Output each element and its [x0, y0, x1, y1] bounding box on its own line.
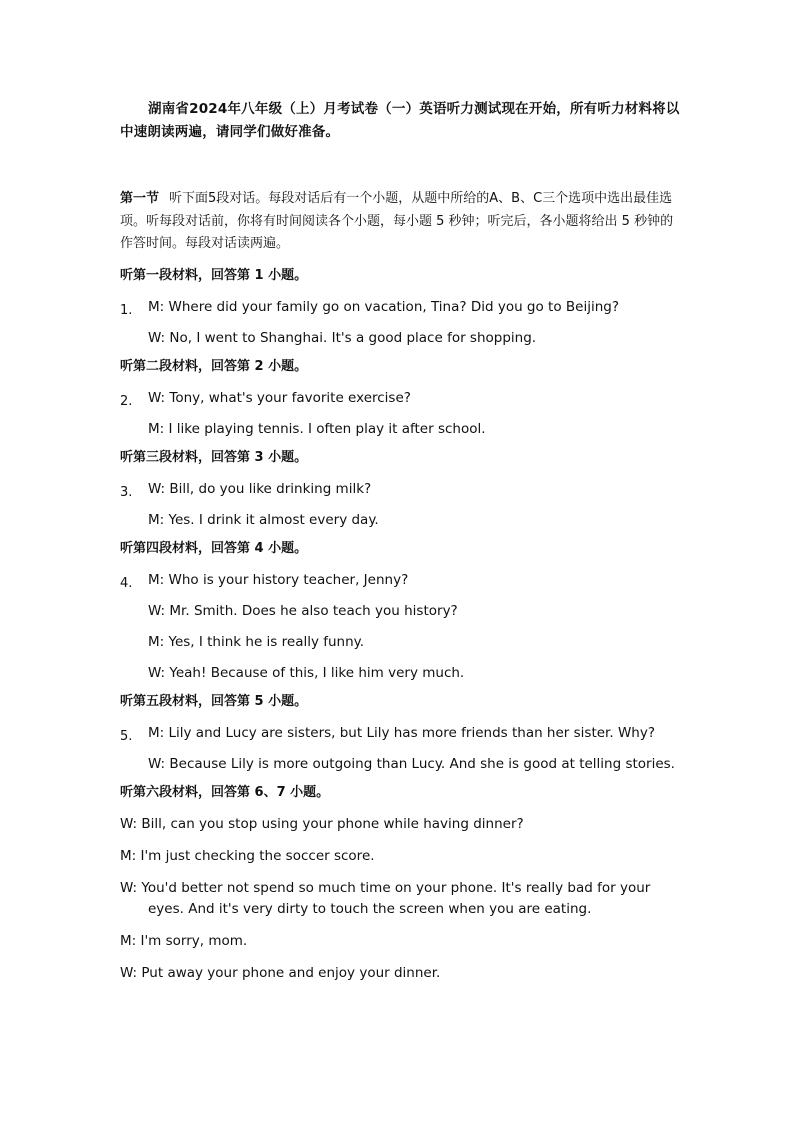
- dialogue-line: W: Tony, what's your favorite exercise?: [148, 389, 411, 406]
- dialogue-line: M: I'm just checking the soccer score.: [120, 847, 375, 864]
- section-instructions-text: 听下面5段对话。每段对话后有一个小题，从题中所给的A、B、C三个选项中选出最佳选项。听每段对话前，你将有时间阅读各个小题，每小题 5 秒钟；听完后，各小题将给出 5 秒钟的作答时间。每段对话读两遍。: [120, 191, 674, 251]
- question-1-line-1: [120, 297, 680, 317]
- question-number: 2.: [120, 393, 133, 409]
- part-6-heading: 听第六段材料，回答第 6、7 小题。: [120, 784, 330, 800]
- question-number: 1.: [120, 302, 133, 318]
- part-4-heading: 听第四段材料，回答第 4 小题。: [120, 540, 308, 556]
- question-number: 5.: [120, 728, 133, 744]
- question-5-line-1: [120, 723, 680, 743]
- question-4-line-1: [120, 570, 680, 590]
- question-2-line-1: [120, 388, 680, 408]
- dialogue-line: W: Bill, do you like drinking milk?: [148, 480, 372, 497]
- dialogue-line: W: Mr. Smith. Does he also teach you history?: [148, 602, 458, 619]
- intro-paragraph: 湖南省2024年八年级（上）月考试卷（一）英语听力测试现在开始，所有听力材料将以中速朗读两遍，请同学们做好准备。: [120, 101, 680, 140]
- question-3-line-1: [120, 479, 680, 499]
- dialogue-line: M: Where did your family go on vacation, Tina? Did you go to Beijing?: [148, 298, 620, 315]
- question-number: 4.: [120, 575, 133, 591]
- dialogue-line: M: I like playing tennis. I often play it after school.: [148, 420, 486, 437]
- dialogue-line: W: You'd better not spend so much time on your phone. It's really bad for your eyes. And it's very dirty to touch the screen when you are eating.: [120, 879, 651, 917]
- question-number: 3.: [120, 484, 133, 500]
- dialogue-line: M: Yes, I think he is really funny.: [148, 633, 365, 650]
- dialogue-line: W: Put away your phone and enjoy your dinner.: [120, 964, 441, 981]
- document-page: [120, 98, 680, 984]
- part-3-heading: 听第三段材料，回答第 3 小题。: [120, 449, 308, 465]
- part-2-heading: 听第二段材料，回答第 2 小题。: [120, 358, 308, 374]
- dialogue-line: W: No, I went to Shanghai. It's a good place for shopping.: [148, 329, 537, 346]
- dialogue-line: W: Because Lily is more outgoing than Lucy. And she is good at telling stories.: [148, 755, 675, 772]
- dialogue-line: W: Yeah! Because of this, I like him very much.: [148, 664, 465, 681]
- dialogue-line: W: Bill, can you stop using your phone while having dinner?: [120, 815, 524, 832]
- part-5-heading: 听第五段材料，回答第 5 小题。: [120, 693, 308, 709]
- dialogue-line: M: Lily and Lucy are sisters, but Lily has more friends than her sister. Why?: [148, 724, 656, 741]
- section-title: 第一节: [120, 191, 160, 206]
- section-instructions: [120, 188, 680, 256]
- part-1-heading: 听第一段材料，回答第 1 小题。: [120, 267, 308, 283]
- dialogue-line: M: Who is your history teacher, Jenny?: [148, 571, 409, 588]
- dialogue-line: M: Yes. I drink it almost every day.: [148, 511, 379, 528]
- dialogue-line: M: I'm sorry, mom.: [120, 932, 248, 949]
